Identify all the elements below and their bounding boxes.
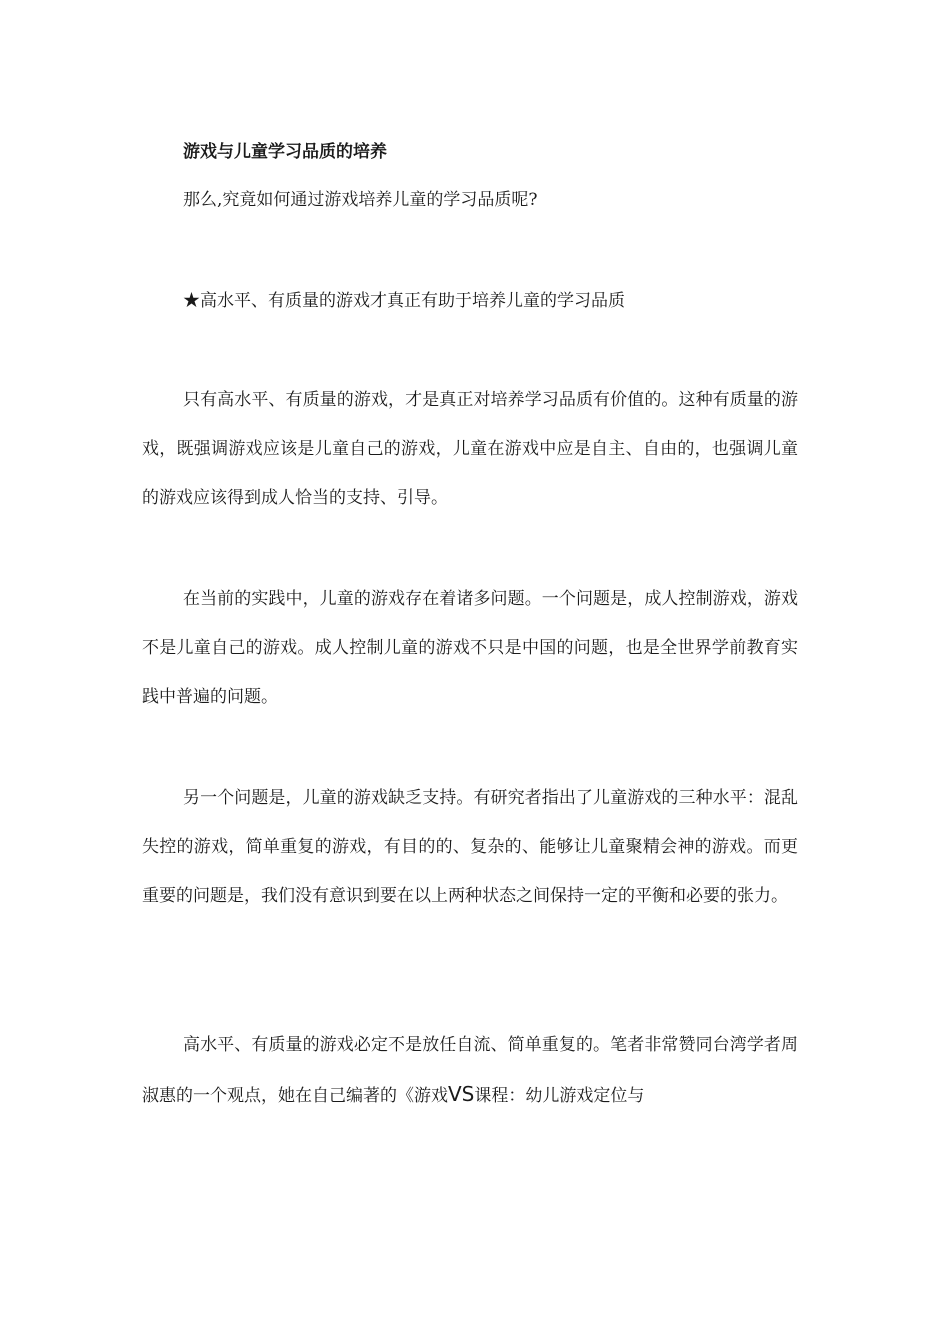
paragraph-4-vs: VS bbox=[448, 1082, 475, 1106]
paragraph-4-end: 课程：幼儿游戏定位与 bbox=[474, 1086, 645, 1106]
intro-question: 那么,究竟如何通过游戏培养儿童的学习品质呢? bbox=[183, 190, 538, 210]
section-heading: ★高水平、有质量的游戏才真正有助于培养儿童的学习品质 bbox=[183, 291, 625, 311]
paragraph-4 bbox=[142, 1021, 798, 1121]
document-title: 游戏与儿童学习品质的培养 bbox=[183, 142, 387, 162]
paragraph-3: 另一个问题是，儿童的游戏缺乏支持。有研究者指出了儿童游戏的三种水平：混乱失控的游戏，简单重复的游戏，有目的的、复杂的、能够让儿童聚精会神的游戏。而更重要的问题是，我们没有意识到要在以上两种状态之间保持一定的平衡和必要的张力。 bbox=[142, 788, 798, 906]
paragraph-4-start: 高水平、有质量的游戏必定不是放任自流、简单重复的。笔者非常赞同台湾学者周淑惠的一个观点，她在自己编著的《游戏 bbox=[142, 1035, 798, 1106]
paragraph-2: 在当前的实践中，儿童的游戏存在着诸多问题。一个问题是，成人控制游戏，游戏不是儿童自己的游戏。成人控制儿童的游戏不只是中国的问题，也是全世界学前教育实践中普遍的问题。 bbox=[142, 589, 798, 707]
paragraph-1: 只有高水平、有质量的游戏，才是真正对培养学习品质有价值的。这种有质量的游戏，既强调游戏应该是儿童自己的游戏，儿童在游戏中应是自主、自由的，也强调儿童的游戏应该得到成人恰当的支持、引导。 bbox=[142, 390, 798, 508]
